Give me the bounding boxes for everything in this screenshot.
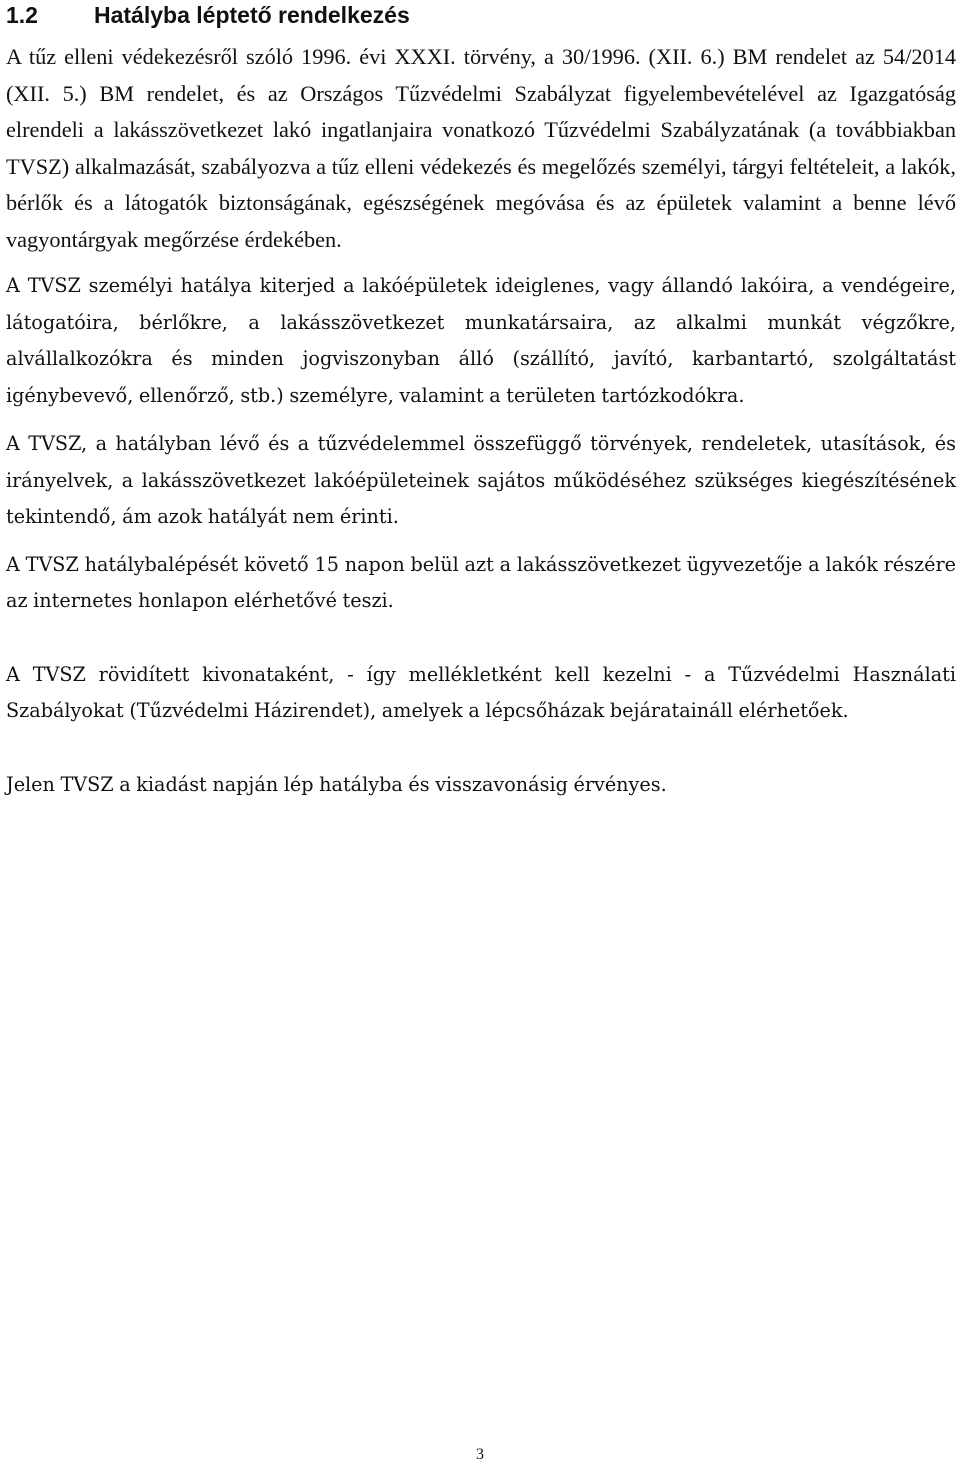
paragraph-effective-date: Jelen TVSZ a kiadást napján lép hatályba és visszavonásig érvényes. bbox=[6, 772, 667, 796]
document-page bbox=[6, 0, 956, 803]
paragraph-publication: A TVSZ hatálybalépését követő 15 napon belül azt a lakásszövetkezet ügyvezetője a lakók részére az internetes honlapon elérhetővé teszi. bbox=[6, 552, 956, 612]
paragraph-personal-scope: A TVSZ személyi hatálya kiterjed a lakóépületek ideiglenes, vagy állandó lakóira, a vendégeire, látogatóira, bérlőkre, a lakásszövetkezet munkatársaira, az alkalmi munkát végzőkre, alvállalkozókra és minden jogviszonyban álló (szállító, javító, karbantartó, szolgáltatást igénybevevő, ellenőrző, stb.) személyre, valamint a területen tartózkodókra. bbox=[6, 274, 956, 407]
paragraph-legal-basis: A tűz elleni védekezésről szóló 1996. évi XXXI. törvény, a 30/1996. (XII. 6.) BM rendelet az 54/2014 (XII. 5.) BM rendelet, és az Országos Tűzvédelmi Szabályzat figyelembevételével az Igazgatóság elrendeli a lakásszövetkezet lakó ingatlanjaira vonatkozó Tűzvédelmi Szabályzatának (a továbbiakban TVSZ) alkalmazását, szabályozva a tűz elleni védekezés és megelőzés személyi, tárgyi feltételeit, a lakók, bérlők és a látogatók biztonságának, egészségének megóvása és az épületek valamint a benne lévő vagyontárgyak megőrzése érdekében. bbox=[6, 44, 956, 252]
section-heading bbox=[6, 0, 956, 29]
paragraph-house-rules: A TVSZ rövidített kivonataként, - így mellékletként kell kezelni - a Tűzvédelmi Használati Szabályokat (Tűzvédelmi Házirendet), amelyek a lépcsőházak bejárataináll elérhetőek. bbox=[6, 662, 956, 722]
page-number: 3 bbox=[476, 1446, 484, 1463]
paragraph-supplementary-scope: A TVSZ, a hatályban lévő és a tűzvédelemmel összefüggő törvények, rendeletek, utasítások, és irányelvek, a lakásszövetkezet lakóépületeinek sajátos működéséhez szükséges kiegészítésének tekintendő, ám azok hatályát nem érinti. bbox=[6, 432, 956, 528]
section-number: 1.2 bbox=[6, 2, 38, 28]
section-title: Hatályba léptető rendelkezés bbox=[94, 2, 410, 28]
